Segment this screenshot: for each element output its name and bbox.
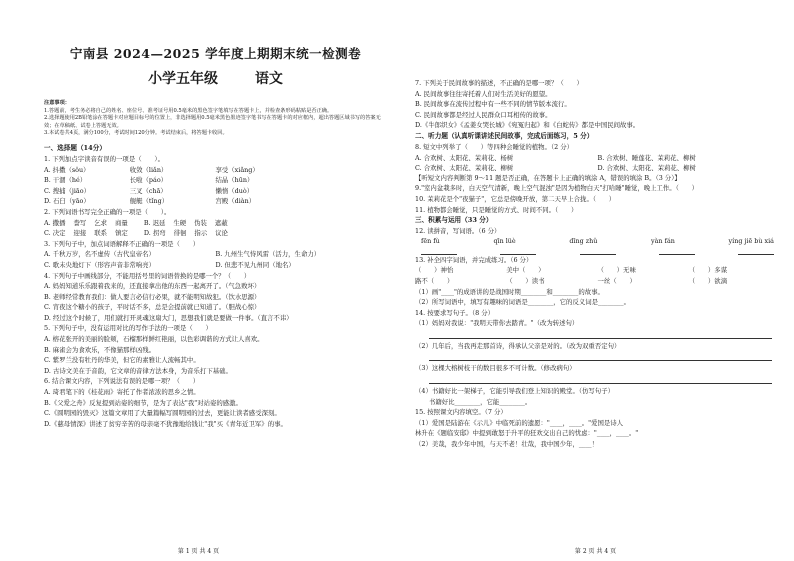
q15-part-2: （2）美哉，我少年中国，与天不老！壮哉，我中国少年，____！ xyxy=(415,440,599,449)
q1-option-c: C. 搜捕（jiāo） 三叉（chā） 懒惰（duò） xyxy=(44,186,254,195)
q5-option-d: D. 古诗文美在于音韵，它文章的音律方法本身，为音乐打下基础。 xyxy=(44,366,232,375)
q6-option-b: B.《父爱之舟》反复提到站姿的细节，是为了表达"我"对站姿的感激。 xyxy=(44,398,242,407)
question-12: 12. 读拼音，写词语。（6 分） xyxy=(415,227,501,236)
q13-row-1: （ ）神怡 美中（ ） （ ）无味 （ ）多谋 xyxy=(415,266,728,275)
q13-part-1: （1）画"____"的成语讲的是战国时期________和________的故事。 xyxy=(415,287,604,296)
q15-part-1: （1）爱国是陆游在《示儿》中临死前的遗愿："____，____。"爱国是诗人 xyxy=(415,418,624,427)
q8-note: 【听短文内容判断第 9～11 题是否正确，在答题卡上正确的填涂 A，错误的填涂 B。（3 分）】 xyxy=(415,173,681,182)
section-3-heading: 三、积累与运用（33 分） xyxy=(415,216,493,225)
q4-option-c: C. 宵夜这个糖小的孩子，平时话不多，总是会提前就已知道了。（胆战心惊） xyxy=(44,303,261,312)
q13-row-2: 路不（ ） （ ）读书 一丝（ ） （ ）欲滴 xyxy=(415,276,728,285)
question-13: 13. 补全四字词语，并完成练习。（6 分） xyxy=(415,255,533,264)
question-3: 3. 下列句子中，加点词语解释不正确的一项是（ ） xyxy=(44,239,200,248)
question-4: 4. 下列句子中画线部分，不能用括号里的词语替换的是哪一个？（ ） xyxy=(44,271,251,280)
q7-option-a: A. 民间故事往往寄托着人们对生活美好的愿望。 xyxy=(415,89,552,98)
question-5: 5. 下列句子中，没有运用对比的写作手法的一项是（ ） xyxy=(44,324,212,333)
q14-part-3: （3）这棵大榕树枝干的数目很多不可计数。（修改病句） xyxy=(415,364,576,373)
answer-box-5[interactable] xyxy=(738,246,774,255)
q14-part-2: （2）几年后，当我再走那首诗，得承认父亲是对的。（改为双重否定句） xyxy=(415,341,621,350)
q3-row-2: C. 歌未央地灯下（形容声音非常响亮） D. 但悲不见九州同（地名） xyxy=(44,260,295,269)
q4-option-a: A. 妈妈知道乐乐跟着我来的，还直接拿出他的东西一起离开了。（气急败坏） xyxy=(44,282,261,291)
q15-part-1-cont: 林升在《题临安邸》中提到敢怒于升平的狂欢交出自己的忧虑："____，____。" xyxy=(415,429,639,438)
question-11: 11. 植物都会睡觉，只是睡觉的方式、时间不同。（ ） xyxy=(415,205,578,214)
pinyin-2: qīn lüè xyxy=(493,236,516,245)
q1-option-a: A. 抖擞（sǒu） 收敛（liǎn） 享受（xiǎng） xyxy=(44,165,259,174)
pinyin-3: dīng zhǔ xyxy=(569,236,598,245)
q4-option-d: D. 经过这个时候了，用们就打开灵魂这扇大门，思想我们就是要做一件事。（直言不讳） xyxy=(44,313,293,322)
answer-box-3[interactable] xyxy=(580,246,616,255)
note-3: 3.本试卷共4页，满分100分，考试时间120分钟。考试结束后，将答题卡收回。 xyxy=(44,130,228,137)
page-2-footer: 第 2 页 共 4 页 xyxy=(574,548,617,555)
question-8: 8. 短文中列举了（ ）等四种会睡觉的植物。（2 分） xyxy=(415,142,574,151)
exam-title: 宁南县 2024—2025 学年度上期期末统一检测卷 xyxy=(69,46,362,61)
question-15: 15. 按照课文内容填空。（7 分） xyxy=(415,408,507,417)
q13-part-2: （2）所写词语中，填写有趣味的词语是________，它的反义词是________。 xyxy=(415,298,630,307)
question-1: 1. 下列加点字读音有误的一项是（ ）。 xyxy=(44,154,164,163)
section-1-heading: 一、选择题（14分） xyxy=(44,143,106,152)
question-6: 6. 结合课文内容，下列说法有误的是哪一项？（ ） xyxy=(44,377,200,386)
q7-option-c: C. 民间故事都是经过人民群众口耳相传的故事。 xyxy=(415,110,552,119)
notes-heading: 注意事项： xyxy=(44,100,70,106)
q6-option-a: A. 琦君笔下的《桂花雨》寄托了作者浓浓的思乡之情。 xyxy=(44,388,200,397)
q7-option-d: D.《牛郎织女》《孟姜女哭长城》《宛冤归起》和《白蛇传》都是中国民间故事。 xyxy=(415,121,640,130)
pinyin-answer-boxes[interactable] xyxy=(415,246,780,255)
q2-row-2: C. 决定 迎接 联系 镇定 D. 拐弯 徘徊 指示 议论 xyxy=(44,229,228,238)
answer-box-1[interactable] xyxy=(421,246,457,255)
question-2: 2. 下列词语书写完全正确的一项是（ ）。 xyxy=(44,207,171,216)
answer-box-2[interactable] xyxy=(500,246,536,255)
question-7: 7. 下列关于民间故事的描述，不正确的是哪一项？（ ） xyxy=(415,79,583,87)
q2-row-1: A. 撒播 誊写 乞求 商量 B. 迟延 生硬 伪装 遮蔽 xyxy=(44,218,228,227)
q5-option-b: B. 麻雀会为食欢乐，不像猫那样凶残。 xyxy=(44,345,156,354)
q4-option-b: B. 老师经常教育我们：做人要言必信行必果，就不能明知故犯。（饮水思源） xyxy=(44,292,261,301)
answer-line-2[interactable] xyxy=(429,351,772,361)
grade-label: 小学五年级 xyxy=(148,71,219,87)
q14-part-4-template: 书籍好比________，它能________。 xyxy=(429,397,532,406)
q14-part-1: （1）妈妈对我说："我明天带你去踏青。"（改为转述句） xyxy=(415,319,579,328)
note-2: 2.选择题使用2B铅笔涂在答题卡对应题目标号的位置上，非选择题用0.5毫米黑色墨迹签字笔书写在答题卡的对应框内，超出答题区域书写的答案无效；在草稿纸、试卷上答题无效。 xyxy=(44,115,381,129)
answer-line-1[interactable] xyxy=(429,329,772,339)
q5-option-a: A. 榕花张开的美丽的脸颊，石榴那样鲜红艳丽，以色彩调谐的方式让人喜欢。 xyxy=(44,335,264,344)
pinyin-5: yíng jiē bù xiá xyxy=(728,236,774,245)
question-9: 9."室内盆栽多时，白天空气清新，晚上空气混浊"是因为植物白天"打哈睡"睡觉，晚上工作。（ ） xyxy=(415,184,699,193)
q7-option-b: B. 民间故事在流传过程中有一些不同的情节版本流行。 xyxy=(415,100,571,109)
answer-line-3[interactable] xyxy=(429,374,772,384)
page-1-footer: 第 1 页 共 4 页 xyxy=(177,548,220,555)
pinyin-1: fēn fù xyxy=(421,236,440,245)
answer-box-4[interactable] xyxy=(659,246,695,255)
exam-subtitle xyxy=(44,68,387,88)
q5-option-c: C. 紫罗兰没有牡丹的华美，但它的素雅让人流畅其中。 xyxy=(44,356,200,365)
pinyin-4: yàn fán xyxy=(651,236,675,245)
q3-row-1: A. 千秋万岁，名不虚传（古代皇帝名） B. 九州生气恃风雷（活力，生命力） xyxy=(44,250,321,259)
q1-option-d: D. 石臼（yāo） 舰艇（tǐng） 宫殿（diàn） xyxy=(44,197,256,206)
q1-option-b: B. 干涸（hé） 长啦（páo） 结晶（hūn） xyxy=(44,176,254,185)
section-2-heading: 二、听力题（认真听课讲述民间故事，完成后面练习，5 分） xyxy=(415,131,594,140)
q6-option-c: C.《圆明园的毁灭》这篇文章用了大量篇幅写圆明园的过去，更能让读者感受深刻。 xyxy=(44,409,281,418)
q14-part-4: （4）书籍好比一架梯子，它能引导我们登上知识的殿堂。（仿写句子） xyxy=(415,387,614,396)
subject-label: 语文 xyxy=(254,71,283,87)
pinyin-row xyxy=(415,237,780,246)
question-10: 10. 茉莉花是个"夜猫子"，它总是傍晚开放，第二天早上合拢。（ ） xyxy=(415,194,616,203)
question-14: 14. 按要求写句子。（8 分） xyxy=(415,308,494,317)
q8-row-2: C. 合欢树、太阳花、茉莉花、柳树 D. 合欢树、太阳花、茉莉花、柳树 xyxy=(415,164,696,173)
q8-row-1: A. 合欢树、太阳花、茉莉花、杨树 B. 合欢树、睡莲花、茉莉花、柳树 xyxy=(415,153,696,162)
page-2 xyxy=(397,0,794,561)
note-1: 1.答题前，考生务必将自己的姓名、座位号、准考证号用0.5毫米的黑色签字笔填写在答题卡上，并检查条形码粘贴是否正确。 xyxy=(44,107,333,114)
q6-option-d: D.《慈母情深》讲述了贫穷辛苦的母亲毫不犹豫地给钱让"我"买《青年近卫军》的事。 xyxy=(44,419,287,428)
